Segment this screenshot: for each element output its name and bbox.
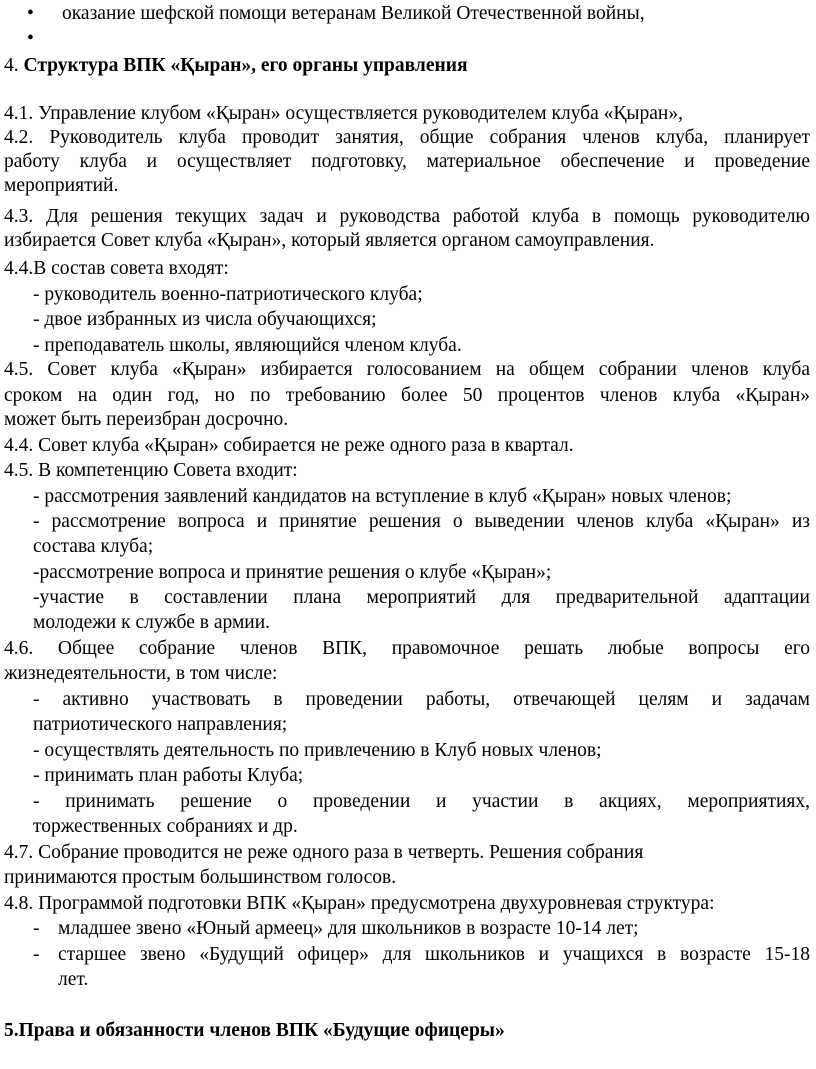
- list-item-4-6-1-line-2: патриотического направления;: [33, 714, 288, 735]
- list-item-4-4-2: - двое избранных из числа обучающихся;: [33, 309, 377, 330]
- list-item-4-5-4-line-1: -участие в составлении плана мероприятий для предварительной адаптации: [33, 587, 810, 608]
- section-5-title: 5.Права и обязанности членов ВПК «Будущие офицеры»: [4, 1020, 505, 1041]
- paragraph-4-4b: 4.4. Совет клуба «Қыран» собирается не реже одного раза в квартал.: [4, 435, 574, 456]
- list-item-4-5-1: - рассмотрения заявлений кандидатов на вступление в клуб «Қыран» новых членов;: [33, 486, 732, 507]
- paragraph-4-1: 4.1. Управление клубом «Қыран» осуществляется руководителем клуба «Қыран»,: [4, 103, 683, 124]
- bullet-text: оказание шефской помощи ветеранам Великой Отечественной войны,: [62, 3, 645, 24]
- paragraph-4-2-line-1: 4.2. Руководитель клуба проводит занятия, общие собрания членов клуба, планирует: [4, 127, 810, 148]
- list-item-4-6-4-line-1: - принимать решение о проведении и участии в акциях, мероприятиях,: [33, 791, 810, 812]
- list-item-4-8-2-line-2: лет.: [58, 969, 89, 990]
- paragraph-4-3-line-1: 4.3. Для решения текущих задач и руководства работой клуба в помощь руководителю: [4, 206, 810, 227]
- list-item-4-6-4-line-2: торжественных собраниях и др.: [33, 816, 298, 837]
- list-item-4-8-1-dash: -: [33, 918, 40, 939]
- section-4-heading: [4, 54, 810, 78]
- paragraph-4-3-line-2: избирается Совет клуба «Қыран», который является органом самоуправления.: [4, 230, 655, 251]
- list-item-4-5-2-line-2: состава клуба;: [33, 536, 154, 557]
- paragraph-4-5-line-3: может быть переизбран досрочно.: [4, 409, 289, 430]
- bullet-glyph: •: [27, 28, 34, 49]
- list-item-4-6-2: - осуществлять деятельность по привлечению в Клуб новых членов;: [33, 740, 602, 761]
- bullet-glyph: •: [27, 3, 34, 24]
- paragraph-4-7-line-1: 4.7. Собрание проводится не реже одного раза в четверть. Решения собрания: [4, 842, 644, 863]
- list-item-4-8-1: младшее звено «Юный армеец» для школьников в возрасте 10-14 лет;: [58, 918, 639, 939]
- list-item-4-5-3: -рассмотрение вопроса и принятие решения о клубе «Қыран»;: [33, 562, 552, 583]
- list-item-4-8-2-dash: -: [33, 944, 40, 965]
- section-4-title: Структура ВПК «Қыран», его органы управления: [23, 55, 468, 76]
- paragraph-4-6-line-1: 4.6. Общее собрание членов ВПК, правомочное решать любые вопросы его: [4, 638, 810, 659]
- paragraph-4-5-line-1: 4.5. Совет клуба «Қыран» избирается голосованием на общем собрании членов клуба: [4, 359, 810, 380]
- list-item-4-6-1-line-1: - активно участвовать в проведении работы, отвечающей целям и задачам: [33, 689, 810, 710]
- paragraph-4-6-line-2: жизнедеятельности, в том числе:: [4, 663, 278, 684]
- list-item-4-4-3: - преподаватель школы, являющийся членом клуба.: [33, 335, 462, 356]
- section-5-heading: [4, 1019, 810, 1043]
- paragraph-4-7-line-2: принимаются простым большинством голосов.: [4, 867, 397, 888]
- paragraph-4-5b: 4.5. В компетенцию Совета входит:: [4, 460, 298, 481]
- paragraph-4-2-line-2: работу клуба и осуществляет подготовку, материальное обеспечение и проведение: [4, 151, 810, 172]
- paragraph-4-8: 4.8. Программой подготовки ВПК «Қыран» предусмотрена двухуровневая структура:: [4, 893, 715, 914]
- paragraph-4-2-line-3: мероприятий.: [4, 175, 119, 196]
- list-item-4-6-3: - принимать план работы Клуба;: [33, 765, 304, 786]
- list-item-4-5-4-line-2: молодежи к службе в армии.: [33, 612, 271, 633]
- list-item-4-4-1: - руководитель военно-патриотического клуба;: [33, 284, 423, 305]
- section-4-number: 4.: [4, 55, 19, 76]
- paragraph-4-5-line-2: сроком на один год, но по требованию более 50 процентов членов клуба «Қыран»: [4, 385, 810, 406]
- paragraph-4-4: 4.4.В состав совета входят:: [4, 258, 229, 279]
- list-item-4-8-2-line-1: старшее звено «Будущий офицер» для школьников и учащихся в возрасте 15-18: [58, 944, 810, 965]
- list-item-4-5-2-line-1: - рассмотрение вопроса и принятие решения о выведении членов клуба «Қыран» из: [33, 511, 810, 532]
